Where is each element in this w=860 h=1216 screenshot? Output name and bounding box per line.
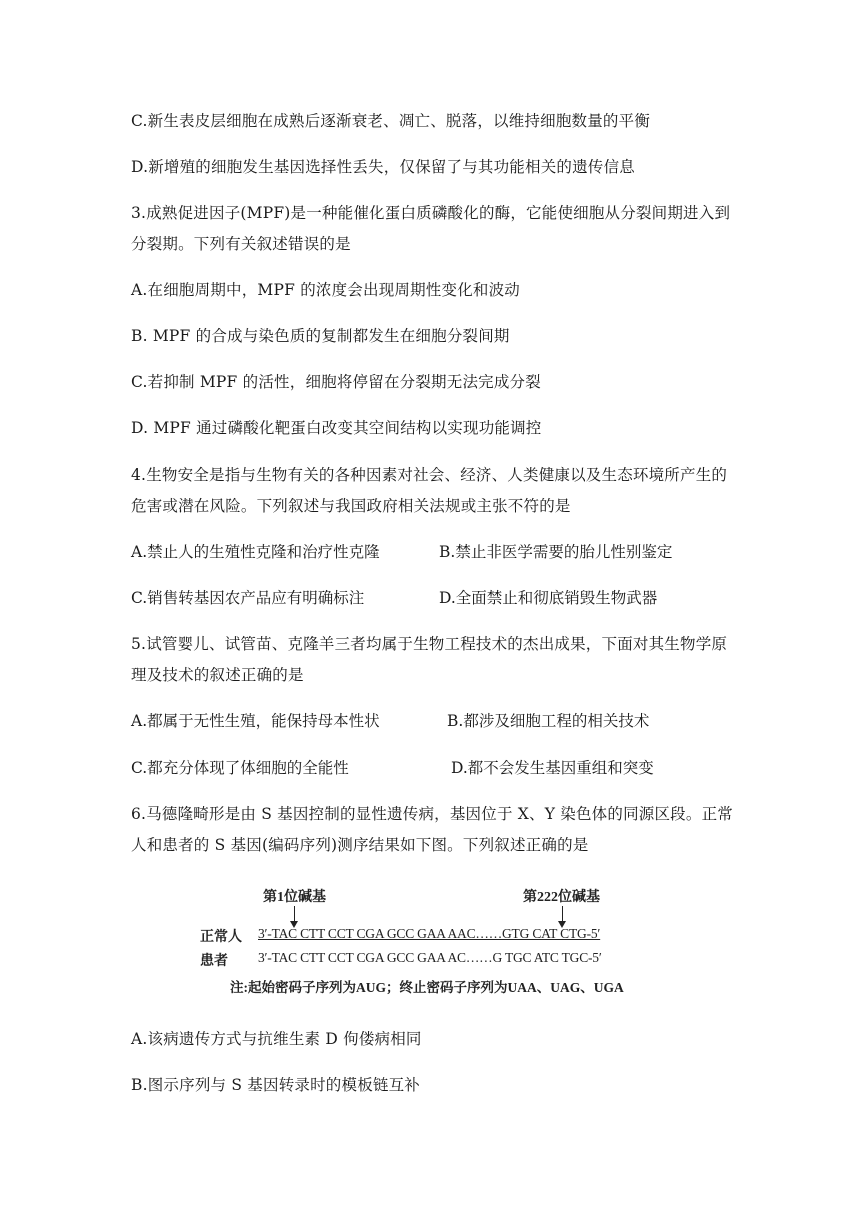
label-base-222: 第222位碱基: [523, 890, 600, 905]
sequence-figure: [200, 880, 670, 1000]
figure-note: 注:起始密码子序列为AUG；终止密码子序列为UAA、UAG、UGA: [230, 980, 624, 995]
q6-stem-line2: 人和患者的 S 基因(编码序列)测序结果如下图。下列叙述正确的是: [131, 836, 589, 854]
q6-stem-line1: 6.马德隆畸形是由 S 基因控制的显性遗传病，基因位于 X、Y 染色体的同源区段。正常: [131, 805, 733, 823]
row-normal-label: 正常人: [200, 930, 242, 945]
q2-option-d: D.新增殖的细胞发生基因选择性丢失，仅保留了与其功能相关的遗传信息: [131, 158, 635, 176]
q4-option-d: D.全面禁止和彻底销毁生物武器: [439, 589, 658, 607]
patient-sequence: 3′-TAC CTT CCT CGA GCC GAA AC……G TGC ATC TGC-5′: [258, 950, 602, 965]
q3-option-d: D. MPF 通过磷酸化靶蛋白改变其空间结构以实现功能调控: [131, 419, 542, 437]
label-base-1: 第1位碱基: [263, 890, 326, 905]
q5-option-c: C.都充分体现了体细胞的全能性: [131, 759, 349, 777]
q4-stem-line1: 4.生物安全是指与生物有关的各种因素对社会、经济、人类健康以及生态环境所产生的: [131, 466, 728, 484]
q4-option-c: C.销售转基因农产品应有明确标注: [131, 589, 365, 607]
q4-option-b: B.禁止非医学需要的胎儿性别鉴定: [439, 543, 673, 561]
q5-stem-line2: 理及技术的叙述正确的是: [131, 666, 304, 684]
arrow-base-222-icon: [562, 906, 563, 922]
arrow-base-1-icon: [294, 906, 295, 922]
q2-option-c: C.新生表皮层细胞在成熟后逐渐衰老、凋亡、脱落，以维持细胞数量的平衡: [131, 112, 651, 130]
q5-option-d: D.都不会发生基因重组和突变: [451, 759, 654, 777]
q6-option-b: B.图示序列与 S 基因转录时的模板链互补: [131, 1076, 420, 1094]
row-patient-label: 患者: [200, 954, 228, 969]
q5-stem-line1: 5.试管婴儿、试管苗、克隆羊三者均属于生物工程技术的杰出成果，下面对其生物学原: [131, 635, 728, 653]
q3-stem-line2: 分裂期。下列有关叙述错误的是: [131, 235, 351, 253]
q5-option-b: B.都涉及细胞工程的相关技术: [447, 712, 650, 730]
q3-option-b: B. MPF 的合成与染色质的复制都发生在细胞分裂间期: [131, 327, 510, 345]
q3-option-c: C.若抑制 MPF 的活性，细胞将停留在分裂期无法完成分裂: [131, 373, 541, 391]
q3-option-a: A.在细胞周期中，MPF 的浓度会出现周期性变化和波动: [131, 281, 521, 299]
normal-sequence: 3′-TAC CTT CCT CGA GCC GAA AAC……GTG CAT CTG-5′: [258, 926, 601, 941]
q3-stem-line1: 3.成熟促进因子(MPF)是一种能催化蛋白质磷酸化的酶，它能使细胞从分裂间期进入到: [131, 204, 731, 222]
q4-option-a: A.禁止人的生殖性克隆和治疗性克隆: [131, 543, 380, 561]
q6-option-a: A.该病遗传方式与抗维生素 D 佝偻病相同: [131, 1030, 422, 1048]
q4-stem-line2: 危害或潜在风险。下列叙述与我国政府相关法规或主张不符的是: [131, 497, 571, 515]
q5-option-a: A.都属于无性生殖，能保持母本性状: [131, 712, 380, 730]
